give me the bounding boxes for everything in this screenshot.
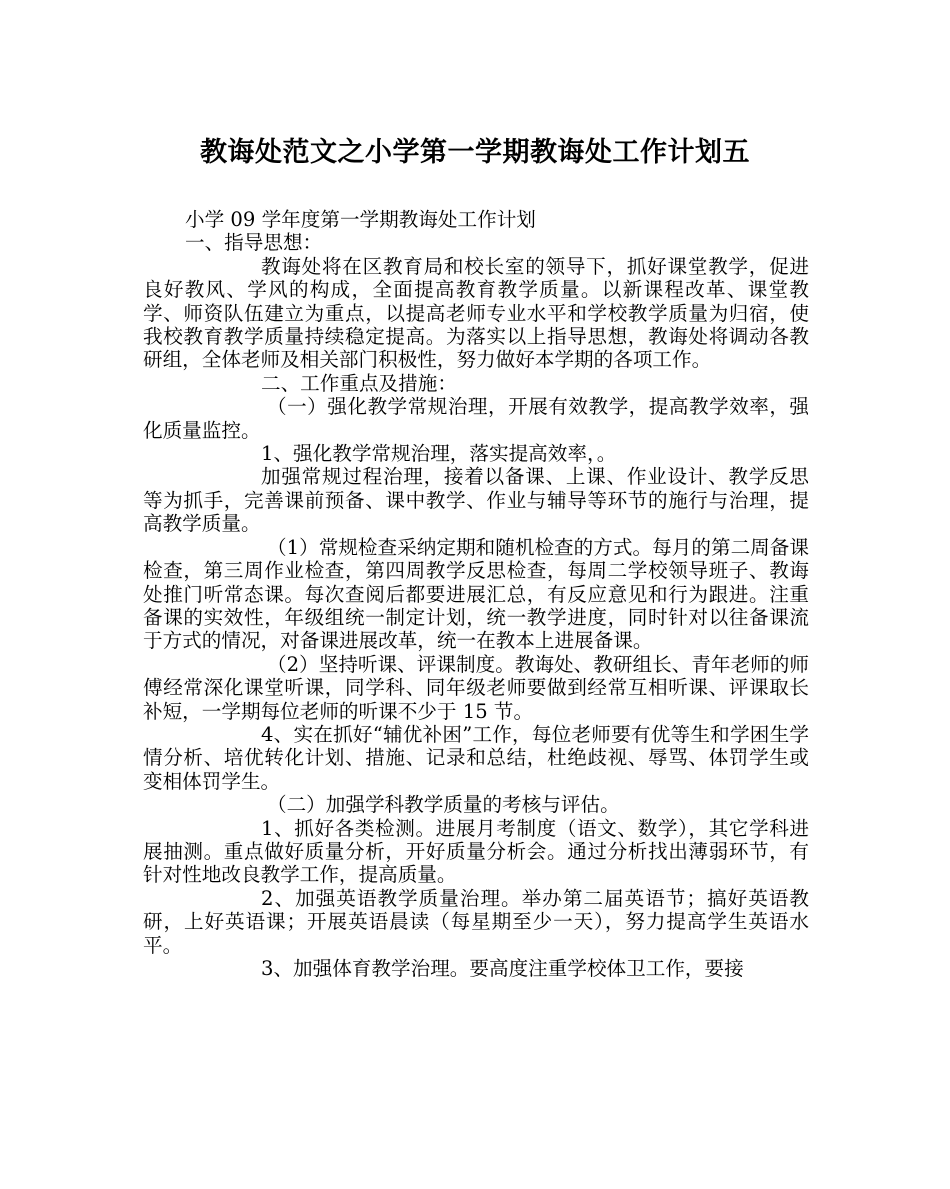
paragraph: 一、指导思想： [185, 231, 323, 255]
paragraph: 4、实在抓好“辅优补困”工作，每位老师要有优等生和学困生学情分析、培优转化计划、措施、记录和总结，杜绝歧视、辱骂、体罚学生或变相体罚学生。 [143, 722, 809, 793]
document-title: 教诲处范文之小学第一学期教诲处工作计划五 [200, 137, 750, 168]
paragraph: （一）强化教学常规治理，开展有效教学，提高教学效率，强化质量监控。 [143, 395, 809, 442]
paragraph: 3、加强体育教学治理。要高度注重学校体卫工作，要接 [261, 957, 744, 980]
paragraph: （二）加强学科教学质量的考核与评估。 [267, 793, 620, 817]
paragraph: （1）常规检查采纳定期和随机检查的方式。每月的第二周备课检查，第三周作业检查，第四周教学反思检查，每周二学校领导班子、教诲处推门听常态课。每次查阅后都要进展汇总，有反应意见和行为跟进。注重备课的实效性，年级组统一制定计划，统一教学进度，同时针对以往备课流于方式的情况，对备课进展改革，统一在教本上进展备课。 [143, 535, 809, 653]
paragraph: 1、抓好各类检测。进展月考制度（语文、数学），其它学科进展抽测。重点做好质量分析，开好质量分析会。通过分析找出薄弱环节，有针对性地改良教学工作，提高质量。 [143, 816, 809, 887]
paragraph: 教诲处将在区教育局和校长室的领导下，抓好课堂教学，促进良好教风、学风的构成，全面提高教育教学质量。以新课程改革、课堂教学、师资队伍建立为重点，以提高老师专业水平和学校教学质量为归宿，使我校教育教学质量持续稳定提高。为落实以上指导思想，教诲处将调动各教研组，全体老师及相关部门积极性，努力做好本学期的各项工作。 [143, 254, 809, 372]
paragraph: 小学 09 学年度第一学期教诲处工作计划 [185, 208, 536, 231]
document-body [143, 208, 809, 980]
paragraph: （2）坚持听课、评课制度。教诲处、教研组长、青年老师的师傅经常深化课堂听课，同学科、同年级老师要做到经常互相听课、评课取长补短，一学期每位老师的听课不少于 15 节。 [143, 652, 809, 723]
paragraph: 加强常规过程治理，接着以备课、上课、作业设计、教学反思等为抓手，完善课前预备、课中教学、作业与辅导等环节的施行与治理，提高教学质量。 [143, 465, 809, 536]
paragraph: 2、加强英语教学质量治理。举办第二届英语节；搞好英语教研，上好英语课；开展英语晨读（每星期至少一天），努力提高学生英语水平。 [143, 886, 809, 957]
paragraph: 二、工作重点及措施： [261, 371, 457, 395]
paragraph: 1、强化教学常规治理，落实提高效率，。 [261, 442, 617, 466]
